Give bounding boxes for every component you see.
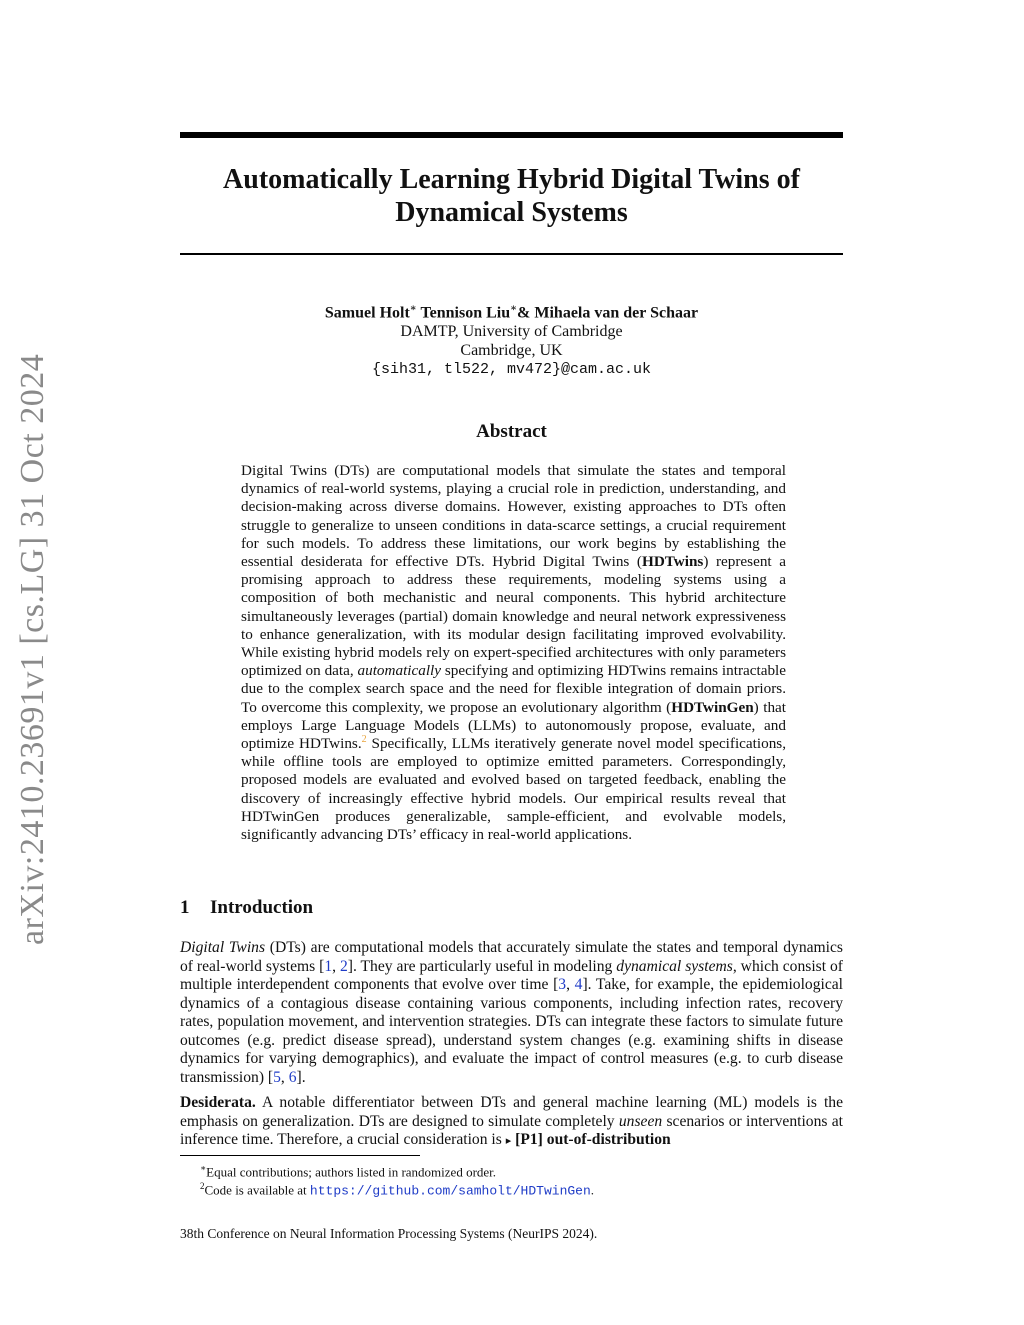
abstract-body: Digital Twins (DTs) are computational models that simulate the states and temporal dynamics of real-world systems, playing a crucial role in prediction, understanding, and decision-making across diverse domains. However, existing approaches to DTs often struggle to generalize to unseen conditions in data-scarce settings, a crucial requirement for such models. To address these limitations, our work begins by establishing the essential desiderata for effective DTs. Hybrid Digital Twins (HDTwins) represent a promising approach to address these requirements, modeling systems using a composition of both mechanistic and neural components. This hybrid architecture simultaneously leverages (partial) domain knowledge and neural network expressiveness to enhance generalization, with its modular design facilitating improved evolvability. While existing hybrid models rely on expert-specified architectures with only parameters optimized on data, automatically specifying and optimizing HDTwins remains intractable due to the complex search space and the need for flexible integration of domain priors. To overcome this complexity, we propose an evolutionary algorithm (HDTwinGen) that employs Large Language Models (LLMs) to autonomously propose, evaluate, and optimize HDTwins.$^2$ Specifically, LLMs iteratively generate novel model specifications, while offline tools are employed to optimize emitted parameters. Correspondingly, proposed models are evaluated and evolved based on targeted feedback, enabling the discovery of increasingly effective hybrid models. Our empirical results reveal that HDTwinGen produces generalizable, sample-efficient, and evolvable models, significantly advancing DTs’ efficacy in real-world applications. [241, 462, 787, 844]
affiliation: DAMTP, University of Cambridge [400, 323, 623, 341]
footnote-2-link[interactable]: 2 [361, 733, 367, 745]
citation-link[interactable]: 6 [288, 1068, 297, 1086]
desiderata-paragraph: Desiderata. A notable differentiator between DTs and general machine learning (ML) models is the emphasis on generalization. DTs are designed to simulate completely unseen scenarios or interventions at inference time. Therefore, a crucial consideration is ▸ [P1] out-of-distribution [180, 1094, 843, 1148]
citation-link[interactable]: 3 [558, 976, 567, 993]
citation-link[interactable]: 2 [339, 957, 348, 975]
equal-contrib-mark: ∗ [409, 303, 417, 314]
equal-contrib-mark: ∗ [510, 303, 518, 314]
footnote-code: $^2$Code is available at https://github.com/samholt/HDTwinGen. [200, 1181, 595, 1199]
footnote-rule [180, 1155, 420, 1156]
conference-note: 38th Conference on Neural Information Processing Systems (NeurIPS 2024). [180, 1226, 598, 1241]
citation-link[interactable]: 5 [273, 1068, 281, 1086]
citation-link[interactable]: 4 [574, 976, 583, 993]
section-heading-introduction: 1 Introduction [180, 897, 314, 918]
footnote-equal-contribution: ∗Equal contributions; authors listed in randomized order. [200, 1163, 497, 1180]
author-liu: Tennison Liu [420, 304, 511, 322]
author-holt: Samuel Holt [324, 304, 410, 322]
author-emails: {sih31, tl522, mv472}@cam.ac.uk [371, 361, 652, 379]
arxiv-identifier: arXiv:2410.23691v1 [cs.LG] 31 Oct 2024 [14, 353, 51, 945]
github-link[interactable]: https://github.com/samholt/HDTwinGen [309, 1183, 591, 1199]
title-bottom-rule [180, 253, 843, 255]
author-names [180, 299, 843, 322]
introduction-paragraph: Digital Twins (DTs) are computational models that accurately simulate the states and temporal dynamics of real-world systems [1, 2]. They are particularly useful in modeling dynamical systems, which consist of multiple interdependent components that evolve over time [3, 4]. Take, for example, the epidemiological dynamics of a contagious disease containing various components, including infection rates, recovery rates, population movement, and intervention strategies. DTs can integrate these factors to simulate future outcomes (e.g. predict disease spread), understand system changes (e.g. examining shifts in disease dynamics for varying demographics), and evaluate the impact of control measures (e.g. to curb disease transmission) [5, 6]. [180, 939, 844, 1086]
author-separator: & [517, 304, 535, 322]
author-van-der-schaar: Mihaela van der Schaar [534, 304, 699, 322]
location: Cambridge, UK [460, 342, 563, 360]
paper-title: Automatically Learning Hybrid Digital Twins of Dynamical Systems [223, 164, 800, 228]
title-top-rule [180, 132, 843, 138]
author-block [180, 299, 843, 379]
abstract-heading: Abstract [476, 421, 547, 442]
citation-link[interactable]: 1 [324, 957, 333, 975]
triangle-bullet-icon: ▸ [505, 1135, 512, 1147]
